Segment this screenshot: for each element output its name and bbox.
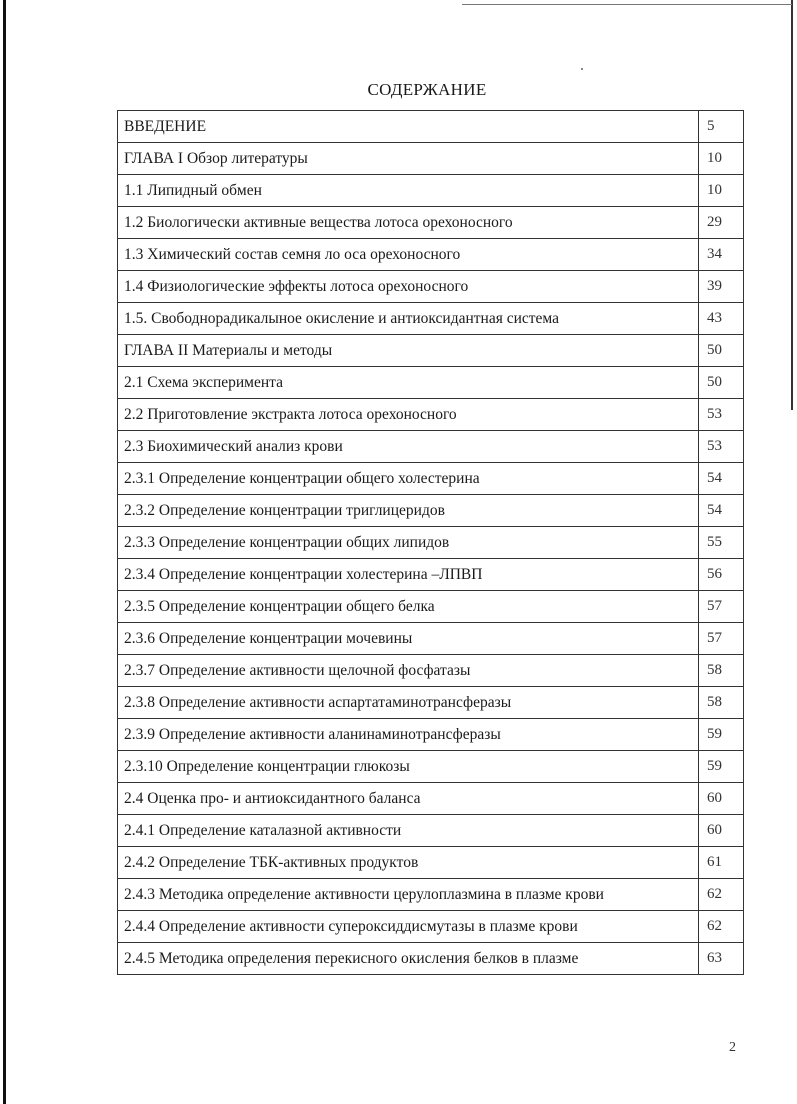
- toc-row: [118, 367, 744, 399]
- scan-edge-left: [3, 0, 6, 1104]
- toc-entry-title: 1.4 Физиологические эффекты лотоса орехоносного: [118, 271, 699, 303]
- toc-entry-page: 60: [699, 783, 744, 815]
- toc-entry-page: 53: [699, 399, 744, 431]
- toc-entry-title: 2.3.5 Определение концентрации общего белка: [118, 591, 699, 623]
- toc-entry-title: 2.3.3 Определение концентрации общих липидов: [118, 527, 699, 559]
- toc-row: [118, 527, 744, 559]
- toc-entry-title: 2.3.10 Определение концентрации глюкозы: [118, 751, 699, 783]
- toc-row: [118, 943, 744, 975]
- toc-entry-page: 54: [699, 495, 744, 527]
- toc-entry-title: 2.3.4 Определение концентрации холестерина –ЛПВП: [118, 559, 699, 591]
- toc-entry-page: 62: [699, 879, 744, 911]
- toc-entry-title: 2.4.4 Определение активности супероксиддисмутазы в плазме крови: [118, 911, 699, 943]
- toc-entry-title: 2.4.1 Определение каталазной активности: [118, 815, 699, 847]
- toc-entry-title: 2.3.9 Определение активности аланинаминотрансферазы: [118, 719, 699, 751]
- toc-entry-page: 54: [699, 463, 744, 495]
- toc-entry-title: 2.2 Приготовление экстракта лотоса орехоносного: [118, 399, 699, 431]
- toc-row: [118, 207, 744, 239]
- toc-entry-page: 59: [699, 751, 744, 783]
- toc-entry-title: 2.4.2 Определение ТБК-активных продуктов: [118, 847, 699, 879]
- toc-row: [118, 335, 744, 367]
- toc-entry-page: 61: [699, 847, 744, 879]
- toc-entry-page: 29: [699, 207, 744, 239]
- toc-entry-title: 2.3.6 Определение концентрации мочевины: [118, 623, 699, 655]
- toc-row: [118, 111, 744, 143]
- toc-entry-page: 10: [699, 143, 744, 175]
- toc-entry-title: 1.1 Липидный обмен: [118, 175, 699, 207]
- toc-entry-page: 59: [699, 719, 744, 751]
- scan-edge-top: [462, 4, 792, 5]
- toc-row: [118, 783, 744, 815]
- toc-entry-page: 50: [699, 367, 744, 399]
- toc-entry-title: 2.3 Биохимический анализ крови: [118, 431, 699, 463]
- scan-speck: [581, 68, 583, 70]
- toc-entry-title: 2.3.1 Определение концентрации общего холестерина: [118, 463, 699, 495]
- scan-edge-right: [791, 0, 793, 410]
- toc-row: [118, 303, 744, 335]
- page-number: 2: [729, 1040, 736, 1055]
- toc-row: [118, 751, 744, 783]
- toc-entry-page: 62: [699, 911, 744, 943]
- toc-entry-title: 1.5. Свободнорадикалыное окисление и антиоксидантная система: [118, 303, 699, 335]
- toc-entry-title: ГЛАВА II Материалы и методы: [118, 335, 699, 367]
- toc-entry-page: 43: [699, 303, 744, 335]
- toc-body: [118, 111, 744, 975]
- toc-row: [118, 623, 744, 655]
- toc-entry-title: ВВЕДЕНИЕ: [118, 111, 699, 143]
- toc-entry-page: 60: [699, 815, 744, 847]
- toc-row: [118, 879, 744, 911]
- toc-entry-title: 2.3.2 Определение концентрации триглицеридов: [118, 495, 699, 527]
- toc-entry-title: 2.1 Схема эксперимента: [118, 367, 699, 399]
- toc-entry-page: 57: [699, 591, 744, 623]
- toc-row: [118, 271, 744, 303]
- toc-entry-title: 2.4.5 Методика определения перекисного окисления белков в плазме: [118, 943, 699, 975]
- toc-entry-title: 1.3 Химический состав семня ло оса орехоносного: [118, 239, 699, 271]
- toc-row: [118, 847, 744, 879]
- toc-row: [118, 655, 744, 687]
- toc-row: [118, 239, 744, 271]
- toc-row: [118, 687, 744, 719]
- toc-entry-page: 63: [699, 943, 744, 975]
- toc-row: [118, 495, 744, 527]
- toc-row: [118, 175, 744, 207]
- toc-entry-page: 5: [699, 111, 744, 143]
- toc-entry-title: 2.4.3 Методика определение активности церулоплазмина в плазме крови: [118, 879, 699, 911]
- toc-entry-title: 1.2 Биологически активные вещества лотоса орехоносного: [118, 207, 699, 239]
- toc-entry-title: 2.4 Оценка про- и антиоксидантного баланса: [118, 783, 699, 815]
- toc-entry-page: 50: [699, 335, 744, 367]
- toc-row: [118, 719, 744, 751]
- toc-entry-page: 56: [699, 559, 744, 591]
- toc-entry-title: 2.3.7 Определение активности щелочной фосфатазы: [118, 655, 699, 687]
- toc-entry-page: 53: [699, 431, 744, 463]
- toc-row: [118, 591, 744, 623]
- toc-row: [118, 399, 744, 431]
- toc-row: [118, 911, 744, 943]
- toc-row: [118, 815, 744, 847]
- toc-row: [118, 463, 744, 495]
- toc-entry-title: 2.3.8 Определение активности аспартатаминотрансферазы: [118, 687, 699, 719]
- toc-entry-page: 57: [699, 623, 744, 655]
- toc-row: [118, 143, 744, 175]
- toc-entry-page: 58: [699, 687, 744, 719]
- toc-entry-page: 39: [699, 271, 744, 303]
- toc-entry-page: 55: [699, 527, 744, 559]
- toc-entry-page: 34: [699, 239, 744, 271]
- toc-table: [117, 110, 744, 975]
- toc-row: [118, 559, 744, 591]
- toc-entry-page: 10: [699, 175, 744, 207]
- page-title: СОДЕРЖАНИЕ: [367, 80, 487, 99]
- toc-entry-title: ГЛАВА I Обзор литературы: [118, 143, 699, 175]
- toc-row: [118, 431, 744, 463]
- toc-entry-page: 58: [699, 655, 744, 687]
